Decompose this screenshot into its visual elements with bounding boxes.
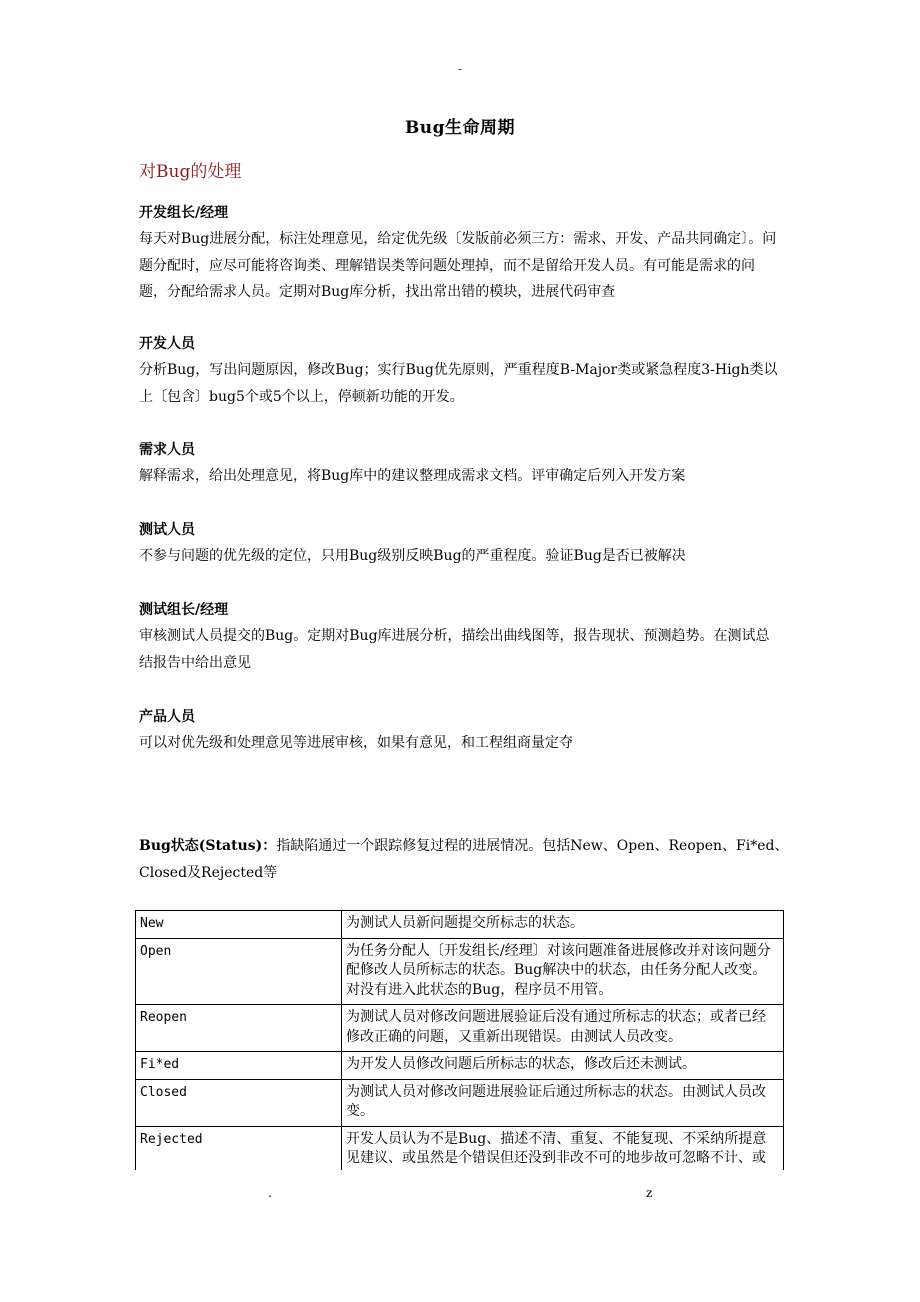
- role-text: 审核测试人员提交的Bug。定期对Bug库进展分析，描绘出曲线图等，报告现状、预测趋势。在测试总结报告中给出意见: [139, 628, 770, 671]
- role-text: 不参与问题的优先级的定位，只用Bug级别反映Bug的严重程度。验证Bug是否已被解决: [139, 548, 686, 564]
- role-name: 测试人员: [139, 522, 195, 538]
- desc-cell: 为测试人员新问题提交所标志的状态。: [342, 911, 784, 939]
- role-text: 可以对优先级和处理意见等进展审核，如果有意见，和工程组商量定夺: [139, 735, 573, 751]
- role-name: 开发人员: [139, 336, 195, 352]
- section-heading: 对Bug的处理: [139, 162, 242, 182]
- role-text: 每天对Bug进展分配，标注处理意见，给定优先级〔发版前必须三方：需求、开发、产品共同确定〕。问题分配时，应尽可能将咨询类、理解错误类等问题处理掉，而不是留给开发人员。有可能是需求的问题，分配给需求人员。定期对Bug库分析，找出常出错的模块，进展代码审查: [139, 231, 777, 300]
- table-row: [136, 938, 784, 1005]
- table-row: [136, 1052, 784, 1080]
- role-block-product: [139, 704, 781, 757]
- status-intro-text: 指缺陷通过一个跟踪修复过程的进展情况。包括New、Open、Reopen、Fi*ed、Closed及Rejected等: [139, 838, 789, 881]
- table-row: [136, 1079, 784, 1126]
- desc-cell: 开发人员认为不是Bug、描述不清、重复、不能复现、不采纳所提意见建议、或虽然是个错误但还没到非改不可的地步故可忽略不计、或: [342, 1126, 784, 1170]
- table-row: [136, 1126, 784, 1170]
- table-row: [136, 911, 784, 939]
- status-table: [135, 910, 784, 1170]
- desc-cell: 为任务分配人〔开发组长/经理〕对该问题准备进展修改并对该问题分配修改人员所标志的状态。Bug解决中的状态，由任务分配人改变。对没有进入此状态的Bug，程序员不用管。: [342, 938, 784, 1005]
- footer-left-mark: .: [268, 1186, 272, 1200]
- role-text: 解释需求，给出处理意见，将Bug库中的建议整理成需求文档。评审确定后列入开发方案: [139, 468, 686, 484]
- status-cell: Rejected: [136, 1126, 342, 1170]
- status-table-wrapper: [135, 910, 785, 1170]
- role-name: 测试组长/经理: [139, 602, 229, 618]
- role-name: 产品人员: [139, 709, 195, 725]
- status-cell: Reopen: [136, 1005, 342, 1052]
- footer-right-mark: z: [646, 1186, 653, 1200]
- header-mark: -: [457, 62, 463, 76]
- status-cell: Open: [136, 938, 342, 1005]
- role-block-tester: [139, 517, 781, 570]
- role-text: 分析Bug，写出问题原因，修改Bug；实行Bug优先原则，严重程度B-Major类或紧急程度3-High类以上〔包含〕bug5个或5个以上，停顿新功能的开发。: [139, 362, 778, 405]
- role-name: 开发组长/经理: [139, 205, 229, 221]
- status-cell: New: [136, 911, 342, 939]
- status-intro-label: Bug状态(Status)：: [139, 838, 277, 854]
- role-block-test-lead: [139, 597, 781, 676]
- role-block-developer: [139, 331, 781, 410]
- role-name: 需求人员: [139, 442, 195, 458]
- status-cell: Closed: [136, 1079, 342, 1126]
- desc-cell: 为开发人员修改问题后所标志的状态，修改后还未测试。: [342, 1052, 784, 1080]
- role-block-dev-lead: [139, 200, 781, 306]
- page-title: Bug生命周期: [404, 118, 516, 138]
- table-row: [136, 1005, 784, 1052]
- status-cell: Fi*ed: [136, 1052, 342, 1080]
- desc-cell: 为测试人员对修改问题进展验证后没有通过所标志的状态；或者已经修改正确的问题，又重新出现错误。由测试人员改变。: [342, 1005, 784, 1052]
- status-intro: [139, 833, 789, 886]
- role-block-requirements: [139, 437, 781, 490]
- desc-cell: 为测试人员对修改问题进展验证后通过所标志的状态。由测试人员改变。: [342, 1079, 784, 1126]
